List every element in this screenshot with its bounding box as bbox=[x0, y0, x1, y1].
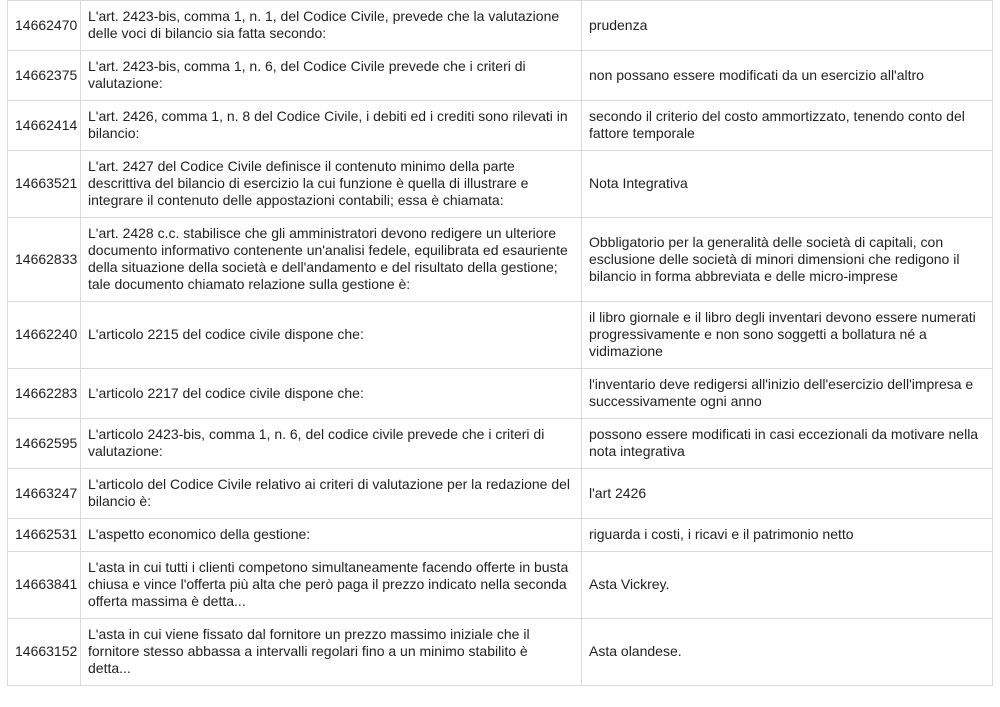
question-id: 14662283 bbox=[8, 369, 81, 419]
question-text: L'asta in cui tutti i clienti competono simultaneamente facendo offerte in busta chiusa e vince l'offerta più alta che però paga il prezzo indicato nella seconda offerta massima è detta... bbox=[81, 552, 582, 619]
question-text: L'articolo del Codice Civile relativo ai criteri di valutazione per la redazione del bilancio è: bbox=[81, 469, 582, 519]
table-row bbox=[8, 469, 993, 519]
answer-text: il libro giornale e il libro degli inventari devono essere numerati progressivamente e non sono soggetti a bollatura né a vidimazione bbox=[582, 302, 993, 369]
table-row bbox=[8, 419, 993, 469]
question-id: 14663247 bbox=[8, 469, 81, 519]
question-id: 14662531 bbox=[8, 519, 81, 552]
answer-text: Obbligatorio per la generalità delle società di capitali, con esclusione delle società di minori dimensioni che redigono il bilancio in forma abbreviata e delle micro-imprese bbox=[582, 218, 993, 302]
question-id: 14662240 bbox=[8, 302, 81, 369]
question-id: 14662470 bbox=[8, 1, 81, 51]
question-id: 14662375 bbox=[8, 51, 81, 101]
answer-text: secondo il criterio del costo ammortizzato, tenendo conto del fattore temporale bbox=[582, 101, 993, 151]
question-id: 14662833 bbox=[8, 218, 81, 302]
table-row bbox=[8, 369, 993, 419]
table-row bbox=[8, 1, 993, 51]
answer-text: riguarda i costi, i ricavi e il patrimonio netto bbox=[582, 519, 993, 552]
question-text: L'art. 2423-bis, comma 1, n. 6, del Codice Civile prevede che i criteri di valutazione: bbox=[81, 51, 582, 101]
table-row bbox=[8, 302, 993, 369]
table-row bbox=[8, 218, 993, 302]
table-row bbox=[8, 51, 993, 101]
table-row bbox=[8, 101, 993, 151]
answer-text: Nota Integrativa bbox=[582, 151, 993, 218]
question-id: 14663841 bbox=[8, 552, 81, 619]
answer-text: possono essere modificati in casi eccezionali da motivare nella nota integrativa bbox=[582, 419, 993, 469]
table-row bbox=[8, 519, 993, 552]
question-text: L'articolo 2217 del codice civile dispone che: bbox=[81, 369, 582, 419]
question-text: L'art. 2428 c.c. stabilisce che gli amministratori devono redigere un ulteriore documento informativo contenente un'analisi fedele, equilibrata ed esauriente della situazione della società e dell'andamento e del risultato della gestione; tale documento chiamato relazione sulla gestione è: bbox=[81, 218, 582, 302]
question-text: L'articolo 2423-bis, comma 1, n. 6, del codice civile prevede che i criteri di valutazione: bbox=[81, 419, 582, 469]
table-row bbox=[8, 619, 993, 686]
question-text: L'art. 2427 del Codice Civile definisce il contenuto minimo della parte descrittiva del bilancio di esercizio la cui funzione è quella di illustrare e integrare il contenuto delle appostazioni contabili; essa è chiamata: bbox=[81, 151, 582, 218]
answer-text: l'inventario deve redigersi all'inizio dell'esercizio dell'impresa e successivamente ogni anno bbox=[582, 369, 993, 419]
answer-text: Asta Vickrey. bbox=[582, 552, 993, 619]
question-id: 14663521 bbox=[8, 151, 81, 218]
question-text: L'articolo 2215 del codice civile dispone che: bbox=[81, 302, 582, 369]
question-text: L'art. 2423-bis, comma 1, n. 1, del Codice Civile, prevede che la valutazione delle voci di bilancio sia fatta secondo: bbox=[81, 1, 582, 51]
question-text: L'asta in cui viene fissato dal fornitore un prezzo massimo iniziale che il fornitore stesso abbassa a intervalli regolari fino a un minimo stabilito è detta... bbox=[81, 619, 582, 686]
question-id: 14662595 bbox=[8, 419, 81, 469]
answer-text: l'art 2426 bbox=[582, 469, 993, 519]
table-row bbox=[8, 151, 993, 218]
quiz-table bbox=[7, 0, 993, 686]
question-id: 14663152 bbox=[8, 619, 81, 686]
question-text: L'aspetto economico della gestione: bbox=[81, 519, 582, 552]
question-id: 14662414 bbox=[8, 101, 81, 151]
table-row bbox=[8, 552, 993, 619]
question-text: L'art. 2426, comma 1, n. 8 del Codice Civile, i debiti ed i crediti sono rilevati in bilancio: bbox=[81, 101, 582, 151]
answer-text: Asta olandese. bbox=[582, 619, 993, 686]
quiz-table-body bbox=[8, 1, 993, 686]
answer-text: prudenza bbox=[582, 1, 993, 51]
answer-text: non possano essere modificati da un esercizio all'altro bbox=[582, 51, 993, 101]
